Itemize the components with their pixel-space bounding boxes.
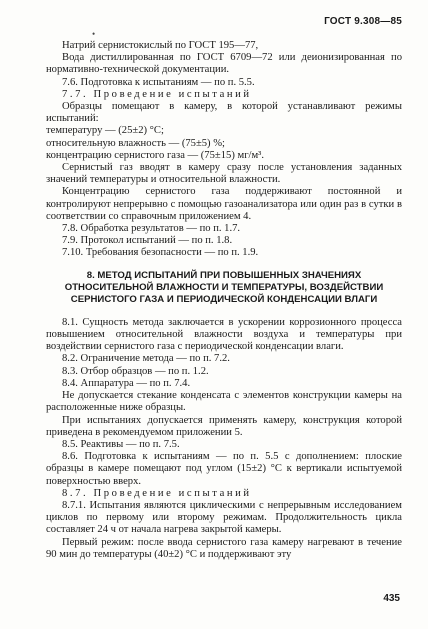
line-7-6: 7.6. Подготовка к испытаниям — по п. 5.5. — [62, 76, 255, 88]
line-8-4: 8.4. Аппаратура — по п. 7.4. — [62, 377, 191, 389]
line-8-3: 8.3. Отбор образцов — по п. 1.2. — [62, 365, 209, 377]
section-8-title: 8. МЕТОД ИСПЫТАНИЙ ПРИ ПОВЫШЕННЫХ ЗНАЧЕНИЯХ ОТНОСИТЕЛЬНОЙ ВЛАЖНОСТИ И ТЕМПЕРАТУРЫ, ВОЗДЕЙСТВИИ СЕРНИСТОГО ГАЗА И ПЕРИОДИЧЕСКОЙ КОНДЕНСАЦИИ ВЛАГИ — [64, 269, 384, 306]
line-8-2: 8.2. Ограничение метода — по п. 7.2. — [62, 353, 230, 365]
page-number: 435 — [383, 592, 400, 604]
line-7-7: 7.7. Проведение испытаний — [62, 88, 252, 100]
line-temp: температуру — (25±2) °С; — [46, 125, 164, 137]
margin-mark: • — [92, 29, 96, 39]
section-7-continuation — [46, 40, 402, 260]
line-7-9: 7.9. Протокол испытаний — по п. 1.8. — [62, 235, 233, 247]
line-7-8: 7.8. Обработка результатов — по п. 1.7. — [62, 223, 241, 235]
line-samples: Образцы помещают в камеру, в которой устанавливают режимы испытаний: — [46, 101, 402, 125]
line-gas-intro: Сернистый газ вводят в камеру сразу после установления заданных значений температуры и относительной влажности. — [46, 162, 402, 186]
line-8-7: 8.7. Проведение испытаний — [62, 487, 252, 499]
line-natrium: Натрий сернистокислый по ГОСТ 195—77, — [62, 40, 259, 51]
line-8-1: 8.1. Сущность метода заключается в ускорении коррозионного процесса повышением относительной влажности воздуха и температуры при воздействии сернистого газа с периодической конденсации влаги. — [46, 316, 402, 353]
line-concentration: концентрацию сернистого газа — (75±15) мг/м³. — [46, 149, 265, 161]
line-8-5: 8.5. Реактивы — по п. 7.5. — [62, 438, 180, 450]
line-condensate: Не допускается стекание конденсата с элементов конструкции камеры на расположенные ниже образцы. — [46, 390, 402, 414]
section-8-body — [46, 317, 402, 561]
line-8-7-1: 8.7.1. Испытания являются циклическими с непрерывным исследованием циклов по первому или второму режимам. Продолжительность цикла составляет 24 ч от начала нагрева закрытой камеры. — [46, 499, 402, 536]
line-humidity: относительную влажность — (75±5) %; — [46, 137, 225, 149]
page-header: ГОСТ 9.308—85 — [324, 16, 402, 27]
line-control: Концентрацию сернистого газа поддерживают постоянной и контролируют непрерывно с помощью газоанализатора или один раз в сутки в соответствии со справочным приложением 4. — [46, 186, 402, 222]
line-7-10: 7.10. Требования безопасности — по п. 1.9. — [62, 247, 259, 259]
line-8-6: 8.6. Подготовка к испытаниям — по п. 5.5 с дополнением: плоские образцы в камере помещают под углом (15±2) °С к вертикали испытуемой поверхностью вверх. — [46, 451, 402, 487]
line-camera: При испытаниях допускается применять камеру, конструкция которой приведена в рекомендуемом приложении 5. — [46, 414, 402, 438]
line-first-mode: Первый режим: после ввода сернистого газа камеру нагревают в течение 90 мин до температуры (40±2) °С и поддерживают эту — [46, 536, 402, 560]
line-water: Вода дистиллированная по ГОСТ 6709—72 или деионизированная по нормативно-технической документации. — [46, 52, 402, 76]
